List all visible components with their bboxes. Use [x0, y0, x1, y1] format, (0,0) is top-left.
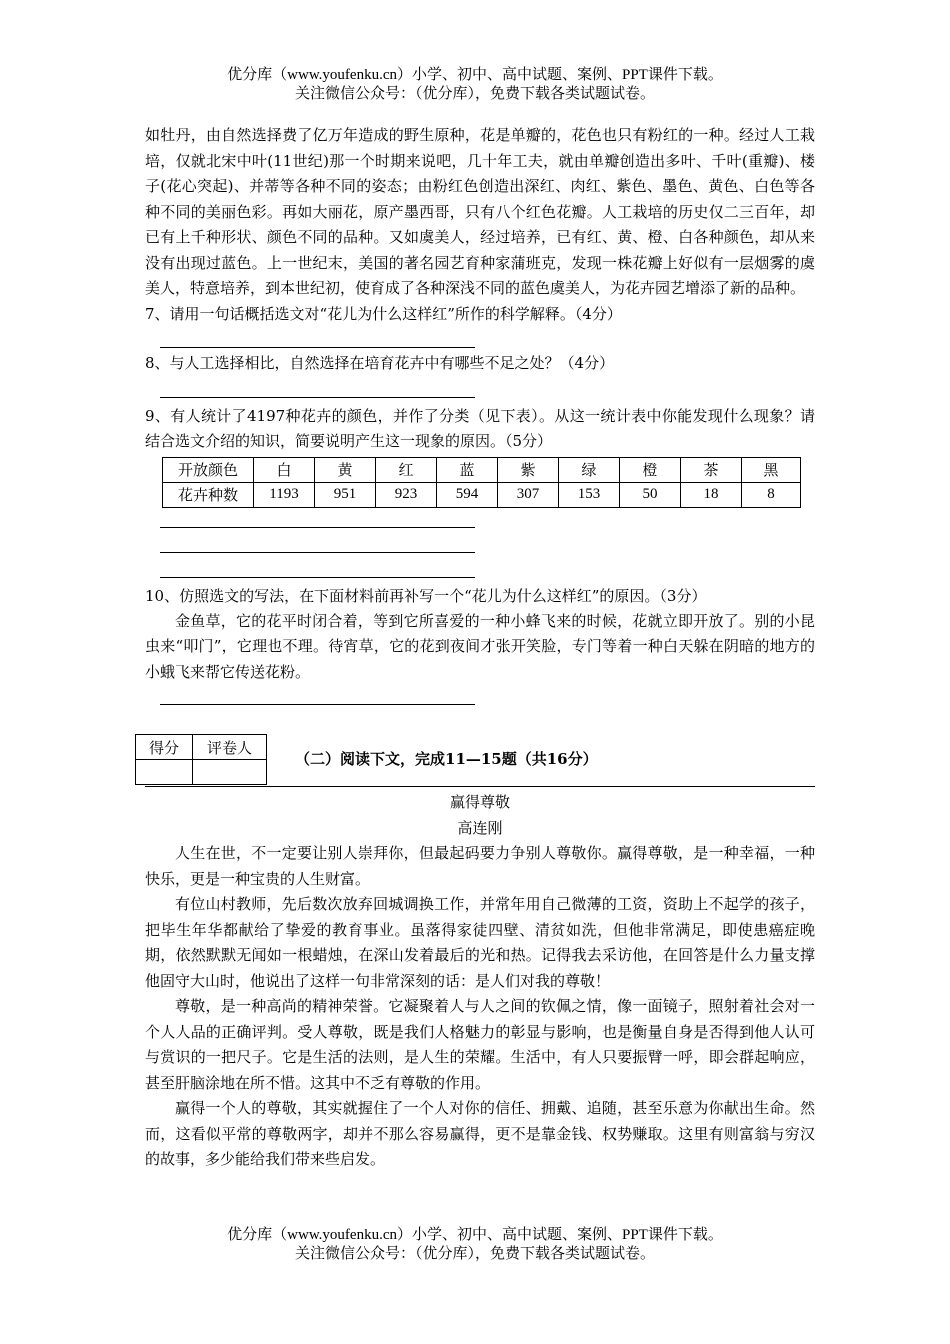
footer-line-2: 关注微信公众号：（优分库），免费下载各类试题试卷。: [294, 1246, 655, 1262]
answer-line-q7[interactable]: [160, 347, 475, 348]
table-cell: 50: [620, 482, 681, 507]
section-2-title: （二）阅读下文，完成11—15题（共16分）: [295, 750, 598, 768]
table-cell: 18: [681, 482, 742, 507]
answer-line-q9[interactable]: [160, 577, 475, 578]
question-7: 7、请用一句话概括选文对“花儿为什么这样红”所作的科学解释。（4分）: [145, 304, 622, 323]
article-author: 高连刚: [457, 819, 503, 837]
table-cell: 594: [437, 482, 498, 507]
table-cell: 1193: [254, 482, 315, 507]
table-cell: 茶: [681, 457, 742, 482]
table-cell: 951: [315, 482, 376, 507]
table-header-cell: 花卉种数: [163, 482, 254, 507]
grader-label: 评卷人: [193, 735, 267, 760]
table-cell: 蓝: [437, 457, 498, 482]
table-cell: 紫: [498, 457, 559, 482]
score-field[interactable]: [136, 760, 193, 785]
table-cell: 153: [559, 482, 620, 507]
table-cell: 黑: [742, 457, 801, 482]
table-cell: 红: [376, 457, 437, 482]
question-9: 9、有人统计了4197种花卉的颜色，并作了分类（见下表）。从这一统计表中你能发现什么现象？请结合选文介绍的知识，简要说明产生这一现象的原因。（5分）: [145, 406, 815, 450]
question-10-material: 金鱼草，它的花平时闭合着，等到它所喜爱的一种小蜂飞来的时候，花就立即开放了。别的小昆虫来“叩门”，它理也不理。待宵草，它的花到夜间才张开笑脸，专门等着一种白天躲在阴暗的地方的小蛾飞来帮它传送花粉。: [145, 611, 815, 681]
passage-paragraph: 如牡丹，由自然选择费了亿万年造成的野生原种，花是单瓣的，花色也只有粉红的一种。经过人工栽培，仅就北宋中叶(11世纪)那一个时期来说吧，几十年工夫，就由单瓣创造出多叶、千叶(重瓣)、楼子(花心突起)、并蒂等各种不同的姿态；由粉红色创造出深红、肉红、紫色、墨色、黄色、白色等各种不同的美丽色彩。再如大丽花，原产墨西哥，只有八个红色花瓣。人工栽培的历史仅二三百年，却已有上千种形状、颜色不同的品种。又如虞美人，经过培养，已有红、黄、橙、白各种颜色，却从来没有出现过蓝色。上一世纪末，美国的著名园艺育种家蒲班克，发现一株花瓣上好似有一层烟雾的虞美人，特意培养，到本世纪初，使育成了各种深浅不同的蓝色虞美人，为花卉园艺增添了新的品种。: [145, 126, 815, 297]
table-cell: 923: [376, 482, 437, 507]
article-paragraph: 尊敬，是一种高尚的精神荣誉。它凝聚着人与人之间的钦佩之情，像一面镜子，照射着社会对一个人人品的正确评判。受人尊敬，既是我们人格魅力的彰显与影响，也是衡量自身是否得到他人认可与赏识的一把尺子。它是生活的法则，是人生的荣耀。生活中，有人只要振臂一呼，即会群起响应，甚至肝脑涂地在所不惜。这其中不乏有尊敬的作用。: [145, 997, 815, 1092]
article-paragraph: 赢得一个人的尊敬，其实就握住了一个人对你的信任、拥戴、追随，甚至乐意为你献出生命。然而，这看似平常的尊敬两字，却并不那么容易赢得，更不是靠金钱、权势赚取。这里有则富翁与穷汉的故事，多少能给我们带来些启发。: [145, 1099, 815, 1168]
header-line-1: 优分库（www.youfenku.cn）小学、初中、高中试题、案例、PPT课件下载。: [227, 67, 723, 83]
page-footer: [0, 1226, 950, 1264]
table-cell: 白: [254, 457, 315, 482]
table-cell: 绿: [559, 457, 620, 482]
table-row-colors: [163, 457, 801, 482]
table-cell: 橙: [620, 457, 681, 482]
article-paragraph: 有位山村教师，先后数次放弃回城调换工作，并常年用自己微薄的工资，资助上不起学的孩子，把毕生年华都献给了挚爱的教育事业。虽落得家徒四壁、清贫如洗，但他非常满足，即使患癌症晚期，依然默默无闻如一根蜡烛，在深山发着最后的光和热。记得我去采访他，在回答是什么力量支撑他固守大山时，他说出了这样一句非常深刻的话：是人们对我的尊敬！: [145, 895, 815, 990]
answer-line-q10[interactable]: [160, 704, 475, 705]
footer-line-1: 优分库（www.youfenku.cn）小学、初中、高中试题、案例、PPT课件下载。: [227, 1227, 723, 1243]
article-title: 赢得尊敬: [449, 793, 510, 811]
table-cell: 黄: [315, 457, 376, 482]
table-row-counts: [163, 482, 801, 507]
section-2-heading: [145, 734, 815, 787]
header-line-2: 关注微信公众号：（优分库），免费下载各类试题试卷。: [294, 86, 655, 102]
answer-line-q9[interactable]: [160, 527, 475, 528]
grader-field[interactable]: [193, 760, 267, 785]
flower-color-table: [162, 457, 801, 508]
table-cell: 8: [742, 482, 801, 507]
question-10: 10、仿照选文的写法，在下面材料前再补写一个“花儿为什么这样红”的原因。（3分）: [145, 586, 707, 605]
score-label: 得分: [136, 735, 193, 760]
answer-line-q9[interactable]: [160, 552, 475, 553]
article-paragraph: 人生在世，不一定要让别人崇拜你，但最起码要力争别人尊敬你。赢得尊敬，是一种幸福，一种快乐，更是一种宝贵的人生财富。: [145, 844, 815, 888]
answer-line-q8[interactable]: [160, 397, 475, 398]
table-header-cell: 开放颜色: [163, 457, 254, 482]
table-cell: 307: [498, 482, 559, 507]
score-box: [135, 734, 267, 785]
page-header: [0, 66, 950, 104]
document-body: [145, 123, 815, 1173]
question-8: 8、与人工选择相比，自然选择在培育花卉中有哪些不足之处？（4分）: [145, 353, 615, 372]
